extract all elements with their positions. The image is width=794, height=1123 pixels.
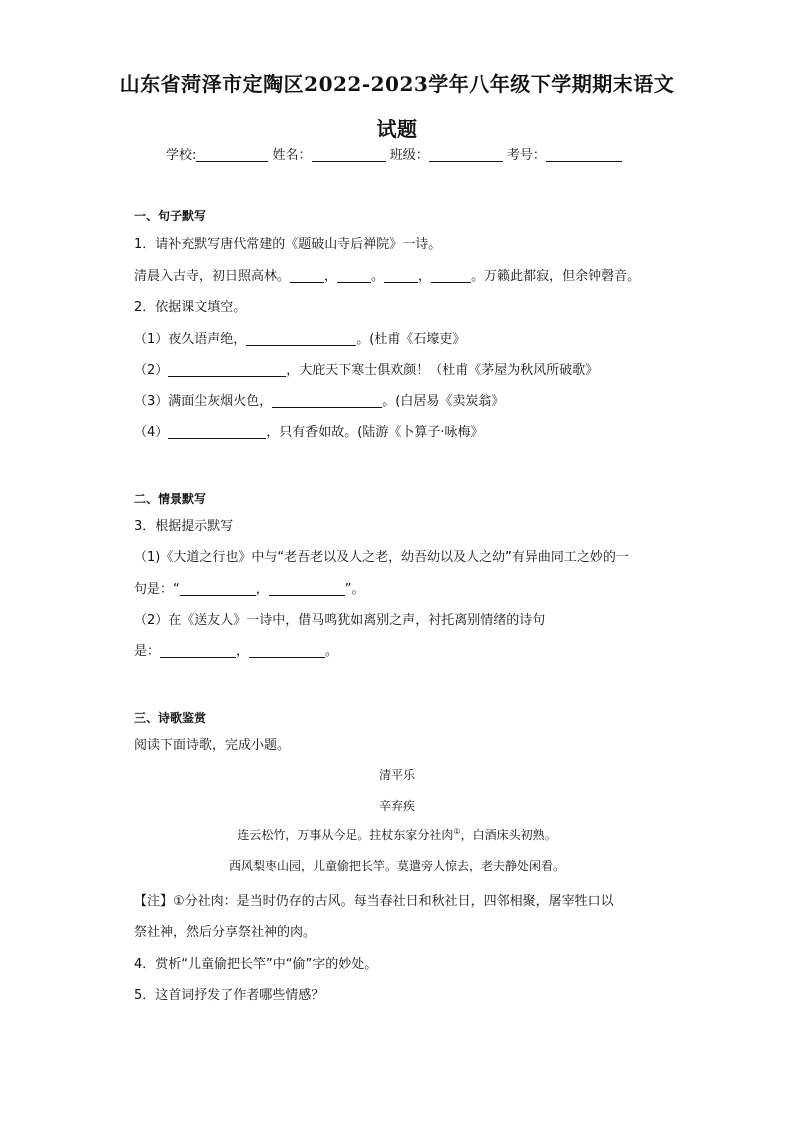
q2-4-blank[interactable] bbox=[168, 425, 266, 439]
poem-line-1-b: ，白酒床头初熟。 bbox=[460, 828, 557, 842]
poem-title: 清平乐 bbox=[378, 768, 415, 782]
q2-2-text-a: （2） bbox=[134, 363, 169, 378]
q3-2-blank-1[interactable] bbox=[160, 644, 236, 658]
section3-heading: 三、诗歌鉴赏 bbox=[134, 711, 207, 725]
class-blank[interactable] bbox=[429, 147, 503, 162]
school-label: 学校: bbox=[166, 148, 197, 163]
q2-1-blank[interactable] bbox=[246, 332, 356, 346]
q1-blank-1[interactable] bbox=[290, 269, 324, 283]
exam-number-label: 考号： bbox=[506, 148, 546, 163]
q1-sep-1: ， bbox=[324, 269, 338, 284]
name-label: 姓名： bbox=[272, 148, 312, 163]
document-title-line1: 山东省菏泽市定陶区2022-2023学年八年级下学期期末语文 bbox=[119, 72, 675, 96]
q2-4-text-a: （4） bbox=[134, 425, 169, 440]
question-3-2-line2 bbox=[134, 640, 338, 659]
question-2-2 bbox=[134, 359, 598, 378]
q3-1-blank-1[interactable] bbox=[180, 582, 256, 596]
section1-heading: 一、句子默写 bbox=[134, 209, 207, 223]
q1-sep-2: 。 bbox=[371, 269, 385, 284]
q1-text-b: 。万籁此都寂，但余钟磬音。 bbox=[471, 269, 641, 284]
q1-sep-3: ， bbox=[418, 269, 432, 284]
q2-3-blank[interactable] bbox=[272, 394, 382, 408]
question-2-4 bbox=[134, 421, 484, 440]
question-3-1-line1: （1)《大道之行也》中与“老吾老以及人之老，幼吾幼以及人之幼”有异曲同工之妙的一 bbox=[134, 550, 629, 565]
class-label: 班级： bbox=[389, 148, 429, 163]
student-info-row bbox=[166, 144, 622, 163]
question-5: 5．这首词抒发了作者哪些情感？ bbox=[134, 988, 325, 1003]
q2-1-text-a: （1）夜久语声绝， bbox=[134, 332, 247, 347]
exam-number-blank[interactable] bbox=[546, 147, 622, 162]
question-1-fill bbox=[134, 265, 640, 284]
question-3-1-line2 bbox=[134, 578, 365, 597]
q2-3-text-a: （3）满面尘灰烟火色， bbox=[134, 394, 273, 409]
q3-1-text-b: ”。 bbox=[344, 582, 365, 597]
poem-note-marker: ① bbox=[453, 827, 461, 836]
question-4: 4．赏析“儿童偷把长竿”中“偷”字的妙处。 bbox=[134, 957, 378, 972]
q2-4-text-b: ，只有香如故。(陆游《卜算子·咏梅》 bbox=[266, 425, 484, 440]
question-2-3 bbox=[134, 390, 504, 409]
question-1: 1．请补充默写唐代常建的《题破山寺后禅院》一诗。 bbox=[134, 237, 442, 252]
poem-line-1-a: 连云松竹，万事从今足。拄杖东家分社肉 bbox=[237, 828, 454, 842]
poem-author: 辛弃疾 bbox=[378, 799, 415, 813]
q2-3-text-b: 。(白居易《卖炭翁》 bbox=[382, 394, 505, 409]
q1-blank-4[interactable] bbox=[431, 269, 471, 283]
question-3-2-line1: （2）在《送友人》一诗中，借马鸣犹如离别之声，衬托离别情绪的诗句 bbox=[134, 613, 546, 628]
question-2-1 bbox=[134, 328, 465, 347]
q3-1-text-a: 句是：“ bbox=[134, 582, 180, 597]
q2-1-text-b: 。(杜甫《石壕吏》 bbox=[356, 332, 466, 347]
annotation-line-1: 【注】①分社肉：是当时仍存的古风。每当春社日和秋社日，四邻相聚，屠宰牲口以 bbox=[134, 894, 614, 909]
school-blank[interactable] bbox=[196, 147, 268, 162]
question-2: 2．依据课文填空。 bbox=[134, 300, 247, 315]
q3-2-text-a: 是： bbox=[134, 644, 161, 659]
q3-1-blank-2[interactable] bbox=[269, 582, 345, 596]
annotation-line-2: 祭社神，然后分享祭社神的肉。 bbox=[134, 925, 317, 940]
q1-blank-3[interactable] bbox=[384, 269, 418, 283]
q2-2-blank[interactable] bbox=[168, 363, 286, 377]
q1-text-a: 清晨入古寺，初日照高林。 bbox=[134, 269, 291, 284]
question-3: 3．根据提示默写 bbox=[134, 519, 234, 534]
q3-1-sep: ， bbox=[255, 582, 269, 597]
document-title-line2: 试题 bbox=[376, 117, 418, 141]
poem-line-1 bbox=[0, 826, 794, 843]
section2-heading: 二、情景默写 bbox=[134, 492, 207, 506]
q2-2-text-b: ，大庇天下寒士俱欢颜！（杜甫《茅屋为秋风所破歌》 bbox=[286, 363, 599, 378]
q1-blank-2[interactable] bbox=[337, 269, 371, 283]
q3-2-blank-2[interactable] bbox=[249, 644, 325, 658]
q3-2-sep: ， bbox=[236, 644, 250, 659]
name-blank[interactable] bbox=[312, 147, 386, 162]
q3-2-text-b: 。 bbox=[325, 644, 339, 659]
reading-intro: 阅读下面诗歌，完成小题。 bbox=[134, 738, 291, 753]
poem-line-2: 西风梨枣山园，儿童偷把长竿。莫遣旁人惊去，老夫静处闲看。 bbox=[228, 859, 565, 873]
